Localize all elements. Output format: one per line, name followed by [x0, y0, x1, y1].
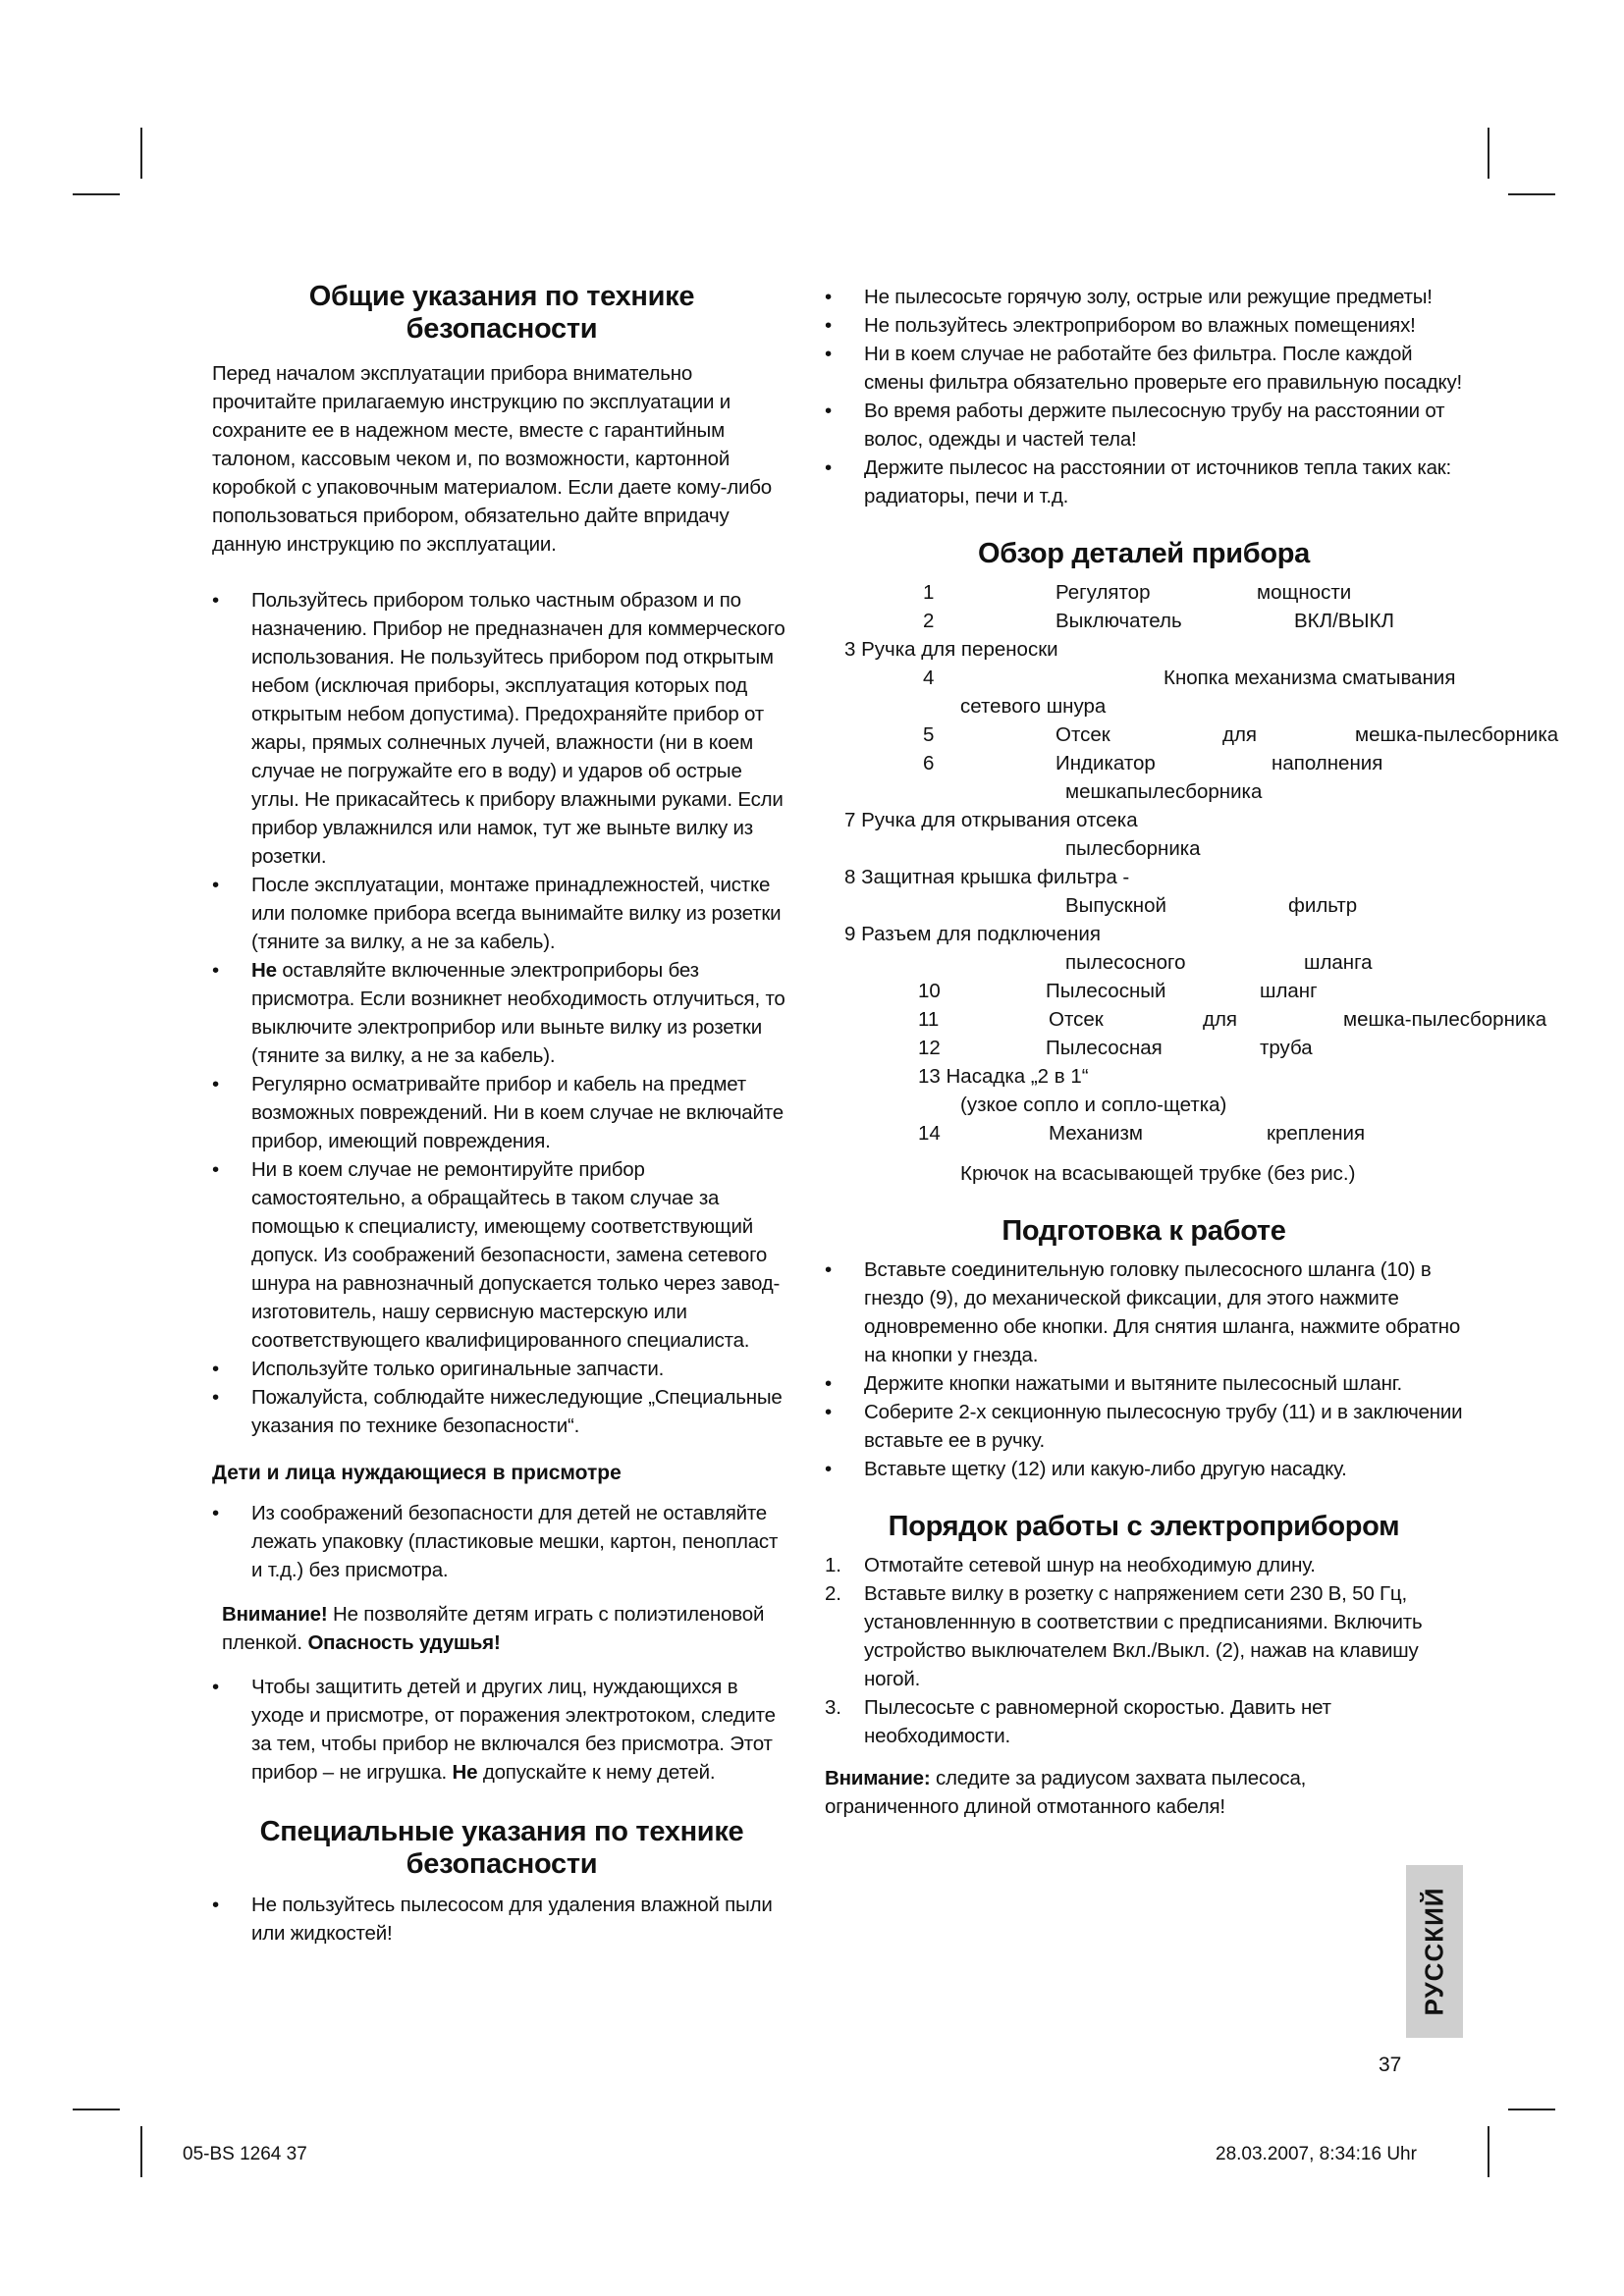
parts-row: пылесосного шланга	[1065, 951, 1373, 974]
parts-row: 9 Разъем для подключения	[844, 923, 1101, 945]
special-list-continued	[825, 283, 1463, 510]
list-item: 3. Пылесосьте с равномерной скоростью. Давить нет необходимости.	[825, 1696, 1331, 1747]
children-list	[212, 1499, 791, 1584]
parts-row: 11 Отсек для мешка-пылесборника	[918, 1008, 1547, 1031]
parts-row: мешкапылесборника	[1065, 780, 1263, 803]
safety-list	[212, 586, 791, 1440]
parts-row: 7 Ручка для открывания отсека	[844, 809, 1138, 831]
parts-row: 8 Защитная крышка фильтра -	[844, 866, 1130, 888]
crop-mark	[1508, 2109, 1555, 2110]
parts-heading: Обзор деталей прибора	[977, 538, 1311, 569]
crop-mark	[73, 2109, 120, 2110]
crop-mark	[140, 128, 142, 179]
list-item: • Пожалуйста, соблюдайте нижеследующие „Специальные указания по технике безопасности“.	[212, 1383, 791, 1440]
list-item: • Во время работы держите пылесосную трубу на расстоянии от волос, одежды и частей тела!	[825, 397, 1463, 454]
parts-row: 10 Пылесосный шланг	[918, 980, 1318, 1002]
list-item: • После эксплуатации, монтаже принадлежностей, чистке или поломке прибора всегда вынимайте вилку из розетки (тяните за вилку, а не за кабель).	[212, 871, 791, 956]
prep-list	[825, 1255, 1463, 1483]
safety-heading: Общие указания по технике безопасности	[308, 281, 695, 345]
crop-mark	[140, 2126, 142, 2177]
parts-row: 1 Регулятор мощности	[923, 581, 1352, 604]
crop-mark	[1488, 128, 1489, 179]
operation-steps	[825, 1551, 1463, 1750]
parts-row: 5 Отсек для мешка-пылесборника	[923, 723, 1559, 746]
parts-row: 2 Выключатель ВКЛ/ВЫКЛ	[923, 610, 1394, 632]
prep-heading: Подготовка к работе	[1001, 1215, 1286, 1247]
list-item: 1. Отмотайте сетевой шнур на необходимую длину.	[825, 1554, 1316, 1576]
list-item: • Не пользуйтесь электроприбором во влажных помещениях!	[825, 311, 1463, 340]
children-heading: Дети и лица нуждающиеся в присмотре	[212, 1462, 622, 1484]
list-item: • Вставьте соединительную головку пылесосного шланга (10) в гнездо (9), до механической фиксации, для этого нажмите одновременно обе кнопки. Для снятия шланга, нажмите обратно на кнопки у гнезда.	[825, 1255, 1463, 1369]
crop-mark	[1488, 2126, 1489, 2177]
parts-row: пылесборника	[1065, 837, 1201, 860]
page-number: 37	[1379, 2054, 1402, 2076]
parts-row: 14 Механизм крепления	[918, 1122, 1366, 1145]
list-item: • Соберите 2-х секционную пылесосную трубу (11) и в заключении вставьте ее в ручку.	[825, 1398, 1463, 1455]
list-item: • Держите кнопки нажатыми и вытяните пылесосный шланг.	[825, 1369, 1463, 1398]
protect-list	[212, 1673, 791, 1787]
left-column	[212, 265, 791, 1948]
language-label: РУССКИЙ	[1419, 1887, 1449, 2016]
crop-mark	[1508, 193, 1555, 195]
list-item: • Вставьте щетку (12) или какую-либо другую насадку.	[825, 1455, 1463, 1483]
list-item: • Не пылесосьте горячую золу, острые или режущие предметы!	[825, 283, 1463, 311]
list-item: • Не оставляйте включенные электроприборы без присмотра. Если возникнет необходимость отлучиться, то выключите электроприбор или выньте вилку из розетки (тяните за вилку, а не за кабель).	[212, 956, 791, 1070]
parts-row: 6 Индикатор наполнения	[923, 752, 1383, 774]
list-item: • Чтобы защитить детей и других лиц, нуждающихся в уходе и присмотре, от поражения электротоком, следите за тем, чтобы прибор не включался без присмотра. Этот прибор – не игрушка. Не допускайте к нему детей.	[212, 1673, 791, 1787]
parts-row: 13 Насадка „2 в 1“	[918, 1065, 1089, 1088]
footer-left: 05-BS 1264 37	[183, 2144, 307, 2164]
list-item: • Пользуйтесь прибором только частным образом и по назначению. Прибор не предназначен для коммерческого использования. Не пользуйтесь прибором под открытым небом (исключая приборы, эксплуатация которых под открытым небом допустима). Предохраняйте прибор от жары, прямых солнечных лучей, влажности (ни в коем случае не погружайте его в воду) и ударов об острые углы. Не прикасайтесь к прибору влажными руками. Если прибор увлажнился или намок, тут же выньте вилку из розетки.	[212, 586, 791, 871]
parts-row: 12 Пылесосная труба	[918, 1037, 1313, 1059]
footer-right: 28.03.2007, 8:34:16 Uhr	[1216, 2144, 1417, 2164]
warning-danger: Опасность удушья!	[307, 1631, 501, 1654]
parts-list	[825, 578, 1559, 1188]
children-warning: Внимание! Не позволяйте детям играть с полиэтиленовой пленкой. Опасность удушья!	[222, 1603, 765, 1654]
list-item: • Регулярно осматривайте прибор и кабель на предмет возможных повреждений. Ни в коем случае не включайте прибор, имеющий повреждения.	[212, 1070, 791, 1155]
crop-mark	[73, 193, 120, 195]
parts-row: сетевого шнура	[960, 695, 1107, 718]
parts-row: (узкое сопло и сопло-щетка)	[960, 1094, 1227, 1116]
safety-intro: Перед началом эксплуатации прибора внимательно прочитайте прилагаемую инструкцию по эксплуатации и сохраните ее в надежном месте, вместе с гарантийным талоном, кассовым чеком и, по возможности, картонной коробкой с упаковочным материалом. Если даете кому-либо попользоваться прибором, обязательно дайте впридачу данную инструкцию по эксплуатации.	[212, 362, 772, 556]
parts-row: Крючок на всасывающей трубке (без рис.)	[960, 1162, 1356, 1185]
bold-word: Не	[251, 959, 277, 982]
parts-row: 4 Кнопка механизма сматывания	[923, 667, 1456, 689]
list-item: • Ни в коем случае не ремонтируйте прибор самостоятельно, а обращайтесь в таком случае за помощью к специалисту, имеющему соответствующий допуск. Из соображений безопасности, замена сетевого шнура на равнозначный допускается только через завод-изготовитель, нашу сервисную мастерскую или соответствующего квалифицированного специалиста.	[212, 1155, 791, 1355]
special-heading: Специальные указания по технике безопасности	[259, 1816, 744, 1880]
operation-warning: Внимание: следите за радиусом захвата пылесоса, ограниченного длиной отмотанного кабеля!	[825, 1767, 1307, 1818]
right-column	[825, 283, 1559, 1821]
operation-heading: Порядок работы с электроприбором	[888, 1511, 1400, 1542]
warning-label: Внимание!	[222, 1603, 328, 1626]
special-list	[212, 1891, 791, 1948]
list-item: • Из соображений безопасности для детей не оставляйте лежать упаковку (пластиковые мешки, картон, пенопласт и т.д.) без присмотра.	[212, 1499, 791, 1584]
list-item: • Не пользуйтесь пылесосом для удаления влажной пыли или жидкостей!	[212, 1891, 791, 1948]
language-tab	[1406, 1865, 1463, 2038]
list-item: 2. Вставьте вилку в розетку с напряжением сети 230 В, 50 Гц, установленнную в соответствии с предписаниями. Включить устройство выключателем Вкл./Выкл. (2), нажав на клавишу ногой.	[825, 1582, 1423, 1690]
parts-row: 3 Ручка для переноски	[844, 638, 1058, 661]
list-item: • Используйте только оригинальные запчасти.	[212, 1355, 791, 1383]
parts-row: Выпускной фильтр	[1065, 894, 1358, 917]
list-item: • Держите пылесос на расстоянии от источников тепла таких как: радиаторы, печи и т.д.	[825, 454, 1463, 510]
warning-label: Внимание:	[825, 1767, 931, 1789]
list-item: • Ни в коем случае не работайте без фильтра. После каждой смены фильтра обязательно проверьте его правильную посадку!	[825, 340, 1463, 397]
